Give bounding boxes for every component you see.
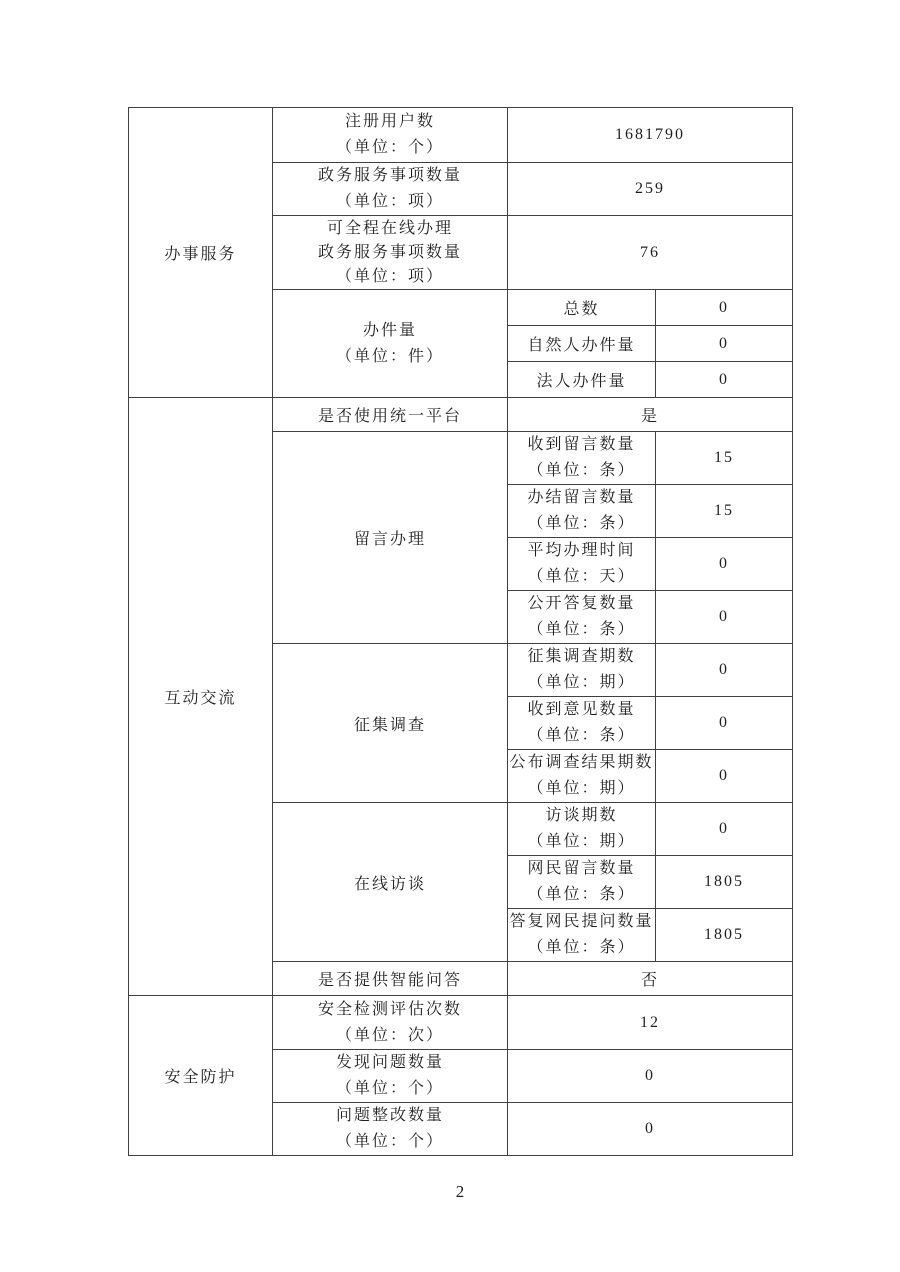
sub-metric-label: 自然人办件量: [508, 326, 656, 362]
metric-label-cell: [273, 216, 508, 290]
metric-label-cell: [273, 1050, 508, 1103]
sub-metric-value: 0: [656, 644, 793, 697]
category-label: 安全防护: [164, 1069, 237, 1086]
metric-unit: （单位：个）: [335, 139, 444, 156]
category-cell-interaction: [129, 398, 273, 996]
page-number: 2: [455, 1182, 465, 1201]
metric-label-cell: [273, 163, 508, 216]
metric-label-cell: 是否使用统一平台: [273, 398, 508, 432]
sub-metric-value: 15: [656, 432, 793, 485]
sub-metric-value: 0: [656, 697, 793, 750]
metric-unit: （单位：项）: [335, 193, 444, 210]
metric-unit: （单位：项）: [335, 267, 444, 285]
metric-label-cell: 是否提供智能问答: [273, 962, 508, 996]
metric-label-line2: 政务服务事项数量: [317, 243, 462, 261]
metric-label: 政务服务事项数量: [317, 167, 462, 184]
metric-value: 259: [508, 163, 793, 216]
sub-metric-label: 法人办件量: [508, 362, 656, 398]
sub-metric-unit: （单位：条）: [527, 621, 636, 638]
group-label-cell: [273, 432, 508, 644]
metric-unit: （单位：个）: [335, 1080, 444, 1097]
sub-metric-label-cell: [508, 485, 656, 538]
metric-label-cell: [273, 1103, 508, 1156]
sub-metric-label: 公布调查结果期数: [509, 754, 654, 771]
sub-metric-label: 网民留言数量: [527, 860, 636, 877]
group-label-cell: [273, 290, 508, 398]
sub-metric-label-cell: [508, 591, 656, 644]
sub-metric-label-cell: [508, 432, 656, 485]
metric-unit: （单位：次）: [335, 1026, 444, 1044]
category-label: 互动交流: [164, 690, 237, 707]
metric-label-cell: [273, 108, 508, 163]
sub-metric-label-cell: [508, 697, 656, 750]
sub-metric-label: 访谈期数: [545, 807, 618, 824]
category-label: 办事服务: [164, 246, 237, 263]
metric-value: 76: [508, 216, 793, 290]
sub-metric-unit: （单位：条）: [527, 886, 636, 903]
group-label: 留言办理: [353, 531, 426, 548]
metric-value: 1681790: [508, 108, 793, 163]
sub-metric-value: 0: [656, 750, 793, 803]
sub-metric-label-cell: [508, 750, 656, 803]
group-label: 征集调查: [353, 716, 426, 734]
group-label-cell: [273, 644, 508, 803]
sub-metric-unit: （单位：天）: [527, 568, 636, 585]
sub-metric-unit: （单位：条）: [527, 515, 636, 532]
sub-metric-value: 0: [656, 591, 793, 644]
sub-metric-label: 平均办理时间: [527, 542, 636, 559]
sub-metric-label: 办结留言数量: [527, 489, 636, 506]
metric-value: 0: [508, 1050, 793, 1103]
sub-metric-unit: （单位：期）: [527, 833, 636, 850]
sub-metric-label: 收到意见数量: [527, 701, 636, 718]
sub-metric-value: 0: [656, 326, 793, 362]
sub-metric-label: 征集调查期数: [527, 648, 636, 665]
report-table: [128, 107, 793, 1156]
metric-label: 安全检测评估次数: [317, 1000, 462, 1018]
metric-label-cell: [273, 996, 508, 1050]
sub-metric-unit: （单位：条）: [527, 462, 636, 479]
sub-metric-value: 15: [656, 485, 793, 538]
group-label: 在线访谈: [353, 875, 426, 893]
sub-metric-label-cell: [508, 909, 656, 962]
sub-metric-label: 公开答复数量: [527, 595, 636, 612]
sub-metric-label: 答复网民提问数量: [509, 913, 654, 930]
sub-metric-label-cell: [508, 803, 656, 856]
sub-metric-label: 总数: [508, 290, 656, 326]
group-label: 办件量: [362, 321, 417, 339]
metric-value: 0: [508, 1103, 793, 1156]
group-label-cell: [273, 803, 508, 962]
sub-metric-value: 1805: [656, 909, 793, 962]
sub-metric-unit: （单位：期）: [527, 674, 636, 691]
sub-metric-unit: （单位：期）: [527, 780, 636, 797]
metric-value: 12: [508, 996, 793, 1050]
sub-metric-value: 0: [656, 538, 793, 591]
metric-value: 否: [508, 962, 793, 996]
sub-metric-unit: （单位：条）: [527, 939, 636, 956]
sub-metric-label-cell: [508, 644, 656, 697]
metric-label: 可全程在线办理: [326, 219, 453, 237]
sub-metric-value: 0: [656, 290, 793, 326]
metric-value: 是: [508, 398, 793, 432]
sub-metric-label-cell: [508, 538, 656, 591]
category-cell-services: [129, 108, 273, 398]
sub-metric-label-cell: [508, 856, 656, 909]
metric-label: 注册用户数: [344, 113, 435, 130]
sub-metric-label: 收到留言数量: [527, 436, 636, 453]
metric-unit: （单位：个）: [335, 1133, 444, 1150]
sub-metric-value: 1805: [656, 856, 793, 909]
category-cell-security: [129, 996, 273, 1156]
sub-metric-unit: （单位：条）: [527, 727, 636, 744]
sub-metric-value: 0: [656, 803, 793, 856]
metric-label: 发现问题数量: [335, 1054, 444, 1071]
group-unit: （单位：件）: [335, 347, 444, 365]
sub-metric-value: 0: [656, 362, 793, 398]
metric-label: 问题整改数量: [335, 1107, 444, 1124]
